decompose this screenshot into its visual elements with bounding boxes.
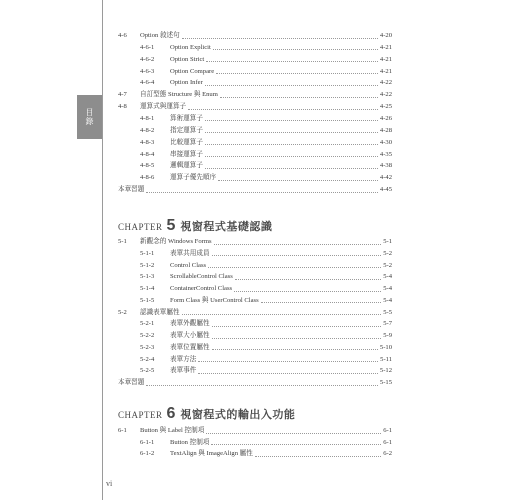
toc-entry-number: 5-2 [118,308,127,316]
toc-entry[interactable] [118,330,392,342]
toc-entry-number: 4-6-1 [140,43,155,51]
toc-entry-title: 表單事件 [170,367,197,375]
toc-entry-title: Option Strict [170,55,205,63]
toc-entry[interactable] [118,66,392,78]
toc-entry-title: 認識表單屬性 [140,308,180,316]
toc-entry-number: 5-1-4 [140,285,155,292]
toc-entry[interactable] [118,260,392,272]
toc-entry[interactable] [118,248,392,260]
toc-entry-title: Control Class [170,261,207,269]
toc-entry[interactable] [118,125,392,137]
dot-leader [205,120,378,121]
toc-entry-number: 4-8-2 [140,126,155,134]
toc-entry-number: 5-1 [118,238,127,245]
dot-leader [220,97,378,98]
toc-entry-number: 6-1-2 [140,450,155,457]
toc-entry-page: 4-28 [379,126,392,134]
chapter-word: CHAPTER [118,410,163,420]
toc-entry-number: 4-6-3 [140,67,155,75]
toc-entry[interactable] [118,365,392,377]
toc-entry-title: 自訂型態 Structure 與 Enum [140,91,218,99]
toc-entry-number: 6-1 [118,427,127,434]
toc-entry-number: 5-1-5 [140,296,155,304]
toc-entry-page: 4-30 [379,138,392,146]
chapter-number: 6 [166,405,176,422]
toc-entry[interactable] [118,377,392,389]
dot-leader [188,109,378,110]
toc-entry-title: Option Explicit [170,43,211,51]
toc-entry[interactable] [118,236,392,248]
toc-entry-title: 本章習題 [118,379,145,386]
toc-entry-number: 4-7 [118,91,127,99]
chapter-title: 視窗程式的輸出入功能 [180,408,296,421]
dot-leader [212,349,378,350]
dot-leader [205,156,378,157]
toc-entry-page: 6-1 [383,427,392,434]
toc-entry[interactable] [118,184,392,196]
toc-entry-title: 表單大小屬性 [170,332,210,339]
dot-leader [146,385,378,386]
dot-leader [212,326,382,327]
toc-entry-title: 串接運算子 [170,150,203,158]
toc-entry-page: 5-10 [379,343,392,351]
dot-leader [212,338,382,339]
toc-entry-title: 邏輯運算子 [170,162,203,170]
toc-entry-number: 5-1-1 [140,249,155,257]
dot-leader [205,144,378,145]
toc-entry-page: 6-1 [383,438,392,446]
toc-entry-title: Option Infer [170,79,203,87]
dot-leader [213,49,378,50]
toc-entry[interactable] [118,318,392,330]
toc-entry-page: 5-4 [383,273,392,281]
chapter-word: CHAPTER [118,222,163,232]
toc-entry-number: 4-8-3 [140,138,155,146]
toc-entry-title: TextAlign 與 ImageAlign 屬性 [170,450,253,457]
dot-leader [234,291,381,292]
toc-entry[interactable] [118,89,392,101]
toc-entry[interactable] [118,137,392,149]
toc-entry[interactable] [118,307,392,319]
toc-entry-title: Option Compare [170,67,215,75]
toc-entry-number: 4-6-4 [140,79,155,87]
toc-entry-number: 5-2-3 [140,343,155,351]
toc-entry-title: Form Class 與 UserControl Class [170,296,259,304]
page-number: vi [106,479,113,488]
toc-entry-title: 表單共用成員 [170,249,210,257]
toc-entry-title: 算術運算子 [170,114,203,122]
toc-entry-number: 6-1-1 [140,438,155,446]
toc-entry-page: 5-2 [383,249,392,257]
toc-entry-page: 4-21 [379,55,392,63]
dot-leader [205,132,378,133]
dot-leader [235,279,381,280]
toc-entry-title: 新觀念的 Windows Forms [140,238,212,245]
toc-entry-page: 5-12 [379,367,392,375]
dot-leader [146,192,378,193]
toc-entry-title: 表單方法 [170,355,197,363]
toc-entry-page: 5-4 [383,285,392,292]
dot-leader [218,180,378,181]
toc-entry-page: 5-5 [383,308,392,316]
toc-entry-page: 4-42 [379,174,392,182]
toc-entry-number: 5-1-3 [140,273,155,281]
toc-entry[interactable] [118,437,392,449]
toc-entry-title: 比較運算子 [170,138,203,146]
toc-entry-page: 5-2 [383,261,392,269]
toc-entry[interactable] [118,30,392,42]
toc-entry-number: 5-2-1 [140,320,155,328]
toc-entry-page: 5-7 [383,320,392,328]
toc-entry-number: 5-2-4 [140,355,155,363]
dot-leader [198,361,378,362]
toc-entry-title: 指定運算子 [170,126,203,134]
toc-entry-number: 5-1-2 [140,261,155,269]
toc-entry-title: 運算子優先順序 [170,174,217,182]
dot-leader [211,444,381,445]
toc-entry-page: 5-9 [383,332,392,339]
toc-entry[interactable] [118,160,392,172]
toc-entry-title: Button 控制項 [170,438,210,446]
toc-entry-number: 4-6-2 [140,55,155,63]
dot-leader [208,267,381,268]
toc-entry-page: 4-22 [379,91,392,99]
toc-entry-number: 4-8 [118,103,127,111]
toc-entry-page: 4-22 [379,79,392,87]
toc-entry-page: 4-38 [379,162,392,170]
margin-rule [102,0,103,500]
toc-entry-title: 表單外觀屬性 [170,320,210,328]
toc-entry[interactable] [118,77,392,89]
toc-entry-page: 5-4 [383,296,392,304]
dot-leader [216,73,378,74]
toc-entry-number: 4-8-4 [140,150,155,158]
chapter-6-heading [118,405,295,427]
toc-entry-page: 4-25 [379,103,392,111]
toc-entry-page: 4-20 [379,32,392,39]
toc-entry[interactable] [118,101,392,113]
toc-entry[interactable] [118,342,392,354]
toc-entry[interactable] [118,283,392,295]
toc-entry[interactable] [118,271,392,283]
toc-entry[interactable] [118,172,392,184]
toc-entry[interactable] [118,295,392,307]
toc-entry-page: 4-21 [379,43,392,51]
side-tab-label: 目錄 [85,108,94,126]
toc-entry-number: 4-8-5 [140,162,155,170]
chapter-title: 視窗程式基礎認識 [180,220,273,233]
toc-entry-title: 本章習題 [118,186,145,194]
toc-entry-title: 運算式與運算子 [140,103,187,111]
toc-entry-number: 5-2-5 [140,367,155,375]
dot-leader [212,255,382,256]
toc-entry-number: 5-2-2 [140,332,155,339]
toc-entry-title: ScrollableControl Class [170,273,233,281]
toc-entry-page: 5-15 [379,379,392,386]
toc-entry-page: 4-26 [379,114,392,122]
toc-entry-title: ContainerControl Class [170,285,233,292]
toc-entry-title: Option 敘述句 [140,32,180,39]
dot-leader [182,314,382,315]
toc-entry-title: Button 與 Label 控制項 [140,427,205,434]
toc-entry-page: 5-1 [383,238,392,245]
toc-entry-page: 4-45 [379,186,392,194]
dot-leader [214,244,382,245]
dot-leader [205,85,378,86]
toc-entry[interactable] [118,425,392,437]
dot-leader [206,433,381,434]
dot-leader [255,456,381,457]
dot-leader [182,38,378,39]
toc-entry[interactable] [118,149,392,161]
toc-entry-page: 4-21 [379,67,392,75]
toc-entry-number: 4-6 [118,32,127,39]
dot-leader [205,168,378,169]
toc-entry-title: 表單位置屬性 [170,343,210,351]
toc-entry-page: 4-35 [379,150,392,158]
toc-entry-page: 5-11 [380,355,392,363]
toc-entry-number: 4-8-1 [140,114,155,122]
toc-entry[interactable] [118,354,392,366]
toc-entry[interactable] [118,42,392,54]
toc-entry-number: 4-8-6 [140,174,155,182]
side-tab [77,95,102,139]
toc-entry[interactable] [118,54,392,66]
toc-entry[interactable] [118,448,392,460]
dot-leader [261,302,382,303]
dot-leader [206,61,378,62]
toc-entry-page: 6-2 [383,450,392,457]
toc-entry[interactable] [118,113,392,125]
chapter-number: 5 [166,217,176,234]
dot-leader [198,373,378,374]
